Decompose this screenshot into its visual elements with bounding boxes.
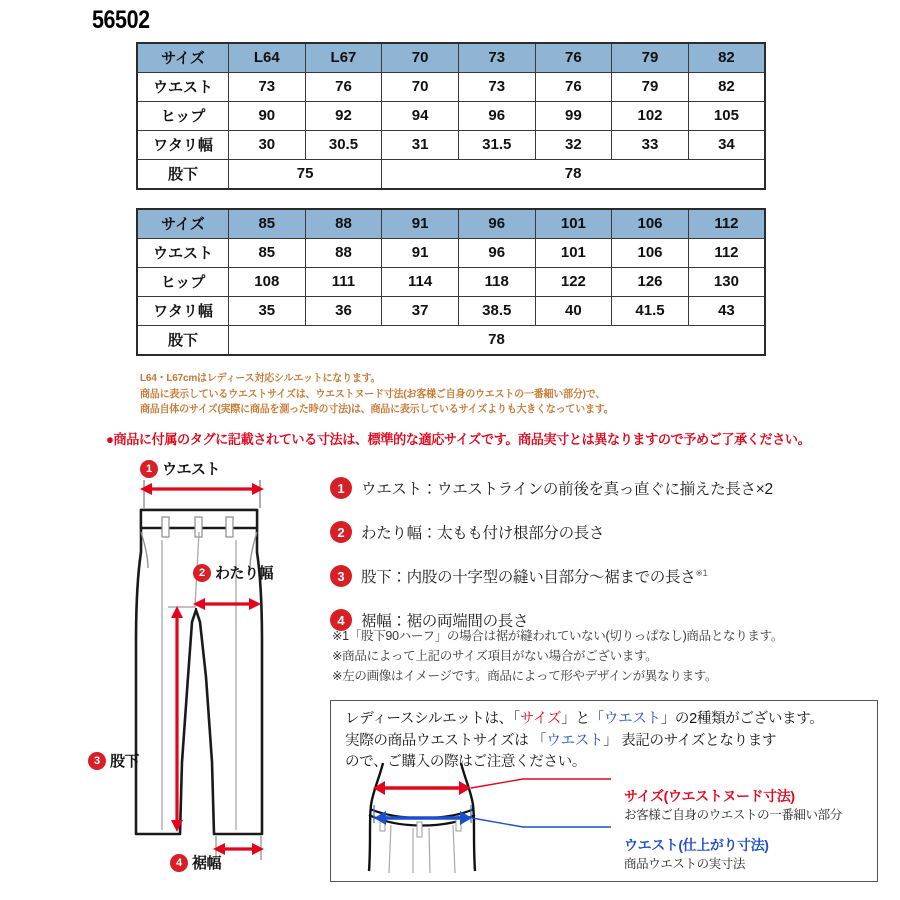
row-label: ウエスト bbox=[137, 239, 229, 268]
infobox-line-1 bbox=[345, 709, 824, 731]
header-cell-label: サイズ bbox=[137, 43, 229, 73]
table-cell: 96 bbox=[458, 102, 535, 131]
table-cell: 99 bbox=[535, 102, 612, 131]
table-cell: 112 bbox=[688, 239, 765, 268]
table-cell-merged: 78 bbox=[382, 160, 765, 190]
dim-label-hem bbox=[170, 852, 221, 873]
infobox-waist-keyword: ウエスト bbox=[603, 711, 661, 727]
table-cell: 73 bbox=[229, 73, 306, 102]
infobox-line-3: ので、ご購入の際はご注意ください。 bbox=[345, 754, 587, 770]
footnotes bbox=[332, 626, 783, 686]
legend-item bbox=[330, 514, 890, 550]
badge-3-icon: 3 bbox=[88, 752, 106, 770]
footnote-line: ※左の画像はイメージです。商品によって形やデザインが異なります。 bbox=[332, 669, 718, 683]
table-cell: 79 bbox=[612, 73, 689, 102]
infobox-text-part: レディースシルエットは、「 bbox=[345, 711, 520, 727]
table-cell: 73 bbox=[458, 73, 535, 102]
table-cell: 32 bbox=[535, 131, 612, 160]
header-cell: 76 bbox=[535, 43, 612, 73]
table-cell: 92 bbox=[305, 102, 382, 131]
footnote-line: ※1「股下90ハーフ」の場合は裾が縫われていない(切りっぱなし)商品となります。 bbox=[332, 629, 784, 643]
table-cell: 31 bbox=[382, 131, 459, 160]
table-cell: 38.5 bbox=[458, 297, 535, 326]
header-cell: L67 bbox=[305, 43, 382, 73]
badge-2-icon: 2 bbox=[330, 521, 352, 543]
table-row bbox=[137, 239, 765, 268]
badge-1-icon: 1 bbox=[140, 460, 158, 478]
table-cell: 70 bbox=[382, 73, 459, 102]
row-label: 股下 bbox=[137, 326, 229, 356]
ladies-silhouette-infobox bbox=[330, 700, 878, 882]
torso-diagram bbox=[343, 761, 613, 876]
infobox-text-part: 」の2種類がございます。 bbox=[660, 711, 824, 727]
dim-label-watari-text: わたり幅 bbox=[215, 565, 274, 582]
table-cell: 122 bbox=[535, 268, 612, 297]
header-cell: 96 bbox=[458, 209, 535, 239]
legend-text: 股下：内股の十字型の縫い目部分～裾までの長さ bbox=[361, 569, 696, 586]
legend-item bbox=[330, 470, 890, 506]
header-cell: 79 bbox=[612, 43, 689, 73]
table-cell: 91 bbox=[382, 239, 459, 268]
note-line: 商品自体のサイズ(実際に商品を測った時の寸法)は、商品に表示しているサイズよりも大きくなっています。 bbox=[140, 403, 614, 415]
infobox-size-keyword: サイズ bbox=[519, 711, 562, 727]
warning-text: ●商品に付属のタグに記載されている寸法は、標準的な適応サイズです。商品実寸とは異なりますので予めご了承ください。 bbox=[106, 432, 811, 447]
header-cell: 112 bbox=[688, 209, 765, 239]
badge-1-icon: 1 bbox=[330, 477, 352, 499]
legend-text: 裾幅：裾の両端間の長さ bbox=[361, 613, 529, 630]
table-header-row bbox=[137, 43, 765, 73]
infobox-text-part: 」 表記のサイズとなります bbox=[603, 732, 777, 749]
header-cell: 91 bbox=[382, 209, 459, 239]
torso-illustration bbox=[343, 761, 613, 876]
infobox-line-2 bbox=[345, 731, 824, 753]
table-cell: 31.5 bbox=[458, 131, 535, 160]
table-cell: 108 bbox=[229, 268, 306, 297]
table-cell: 118 bbox=[458, 268, 535, 297]
waist-measurement-label: ウエスト(仕上がり寸法) bbox=[624, 837, 769, 853]
dim-label-waist bbox=[140, 458, 220, 479]
table-cell: 43 bbox=[688, 297, 765, 326]
legend-sup: ※1 bbox=[695, 567, 708, 578]
dim-label-inseam bbox=[88, 750, 139, 771]
header-cell: 101 bbox=[535, 209, 612, 239]
infobox-text-part: 」と「 bbox=[561, 711, 604, 727]
note-line: L64・L67cmはレディース対応シルエットになります。 bbox=[140, 372, 381, 384]
row-label: ヒップ bbox=[137, 102, 229, 131]
legend-text: わたり幅：太もも付け根部分の長さ bbox=[361, 525, 605, 542]
table-cell: 76 bbox=[535, 73, 612, 102]
badge-4-icon: 4 bbox=[330, 609, 352, 631]
table-cell: 40 bbox=[535, 297, 612, 326]
table-cell: 37 bbox=[382, 297, 459, 326]
size-table-small bbox=[136, 42, 766, 190]
badge-3-icon: 3 bbox=[330, 565, 352, 587]
table-cell-merged: 78 bbox=[229, 326, 766, 356]
table-cell: 41.5 bbox=[612, 297, 689, 326]
table-cell: 30 bbox=[229, 131, 306, 160]
table-row bbox=[137, 131, 765, 160]
legend-item-text bbox=[361, 521, 604, 543]
badge-2-icon: 2 bbox=[193, 564, 211, 582]
table-row bbox=[137, 297, 765, 326]
header-cell: 88 bbox=[305, 209, 382, 239]
footnote-line: ※商品によって上記のサイズ項目がない場合がございます。 bbox=[332, 649, 658, 663]
table-row bbox=[137, 102, 765, 131]
page-title: 56502 bbox=[92, 6, 150, 34]
table-cell: 130 bbox=[688, 268, 765, 297]
dim-label-inseam-text: 股下 bbox=[110, 753, 140, 770]
table-row-inseam bbox=[137, 160, 765, 190]
header-cell: L64 bbox=[229, 43, 306, 73]
table-cell-merged: 75 bbox=[229, 160, 382, 190]
table-cell: 82 bbox=[688, 73, 765, 102]
row-label: ヒップ bbox=[137, 268, 229, 297]
table-cell: 105 bbox=[688, 102, 765, 131]
header-cell: 73 bbox=[458, 43, 535, 73]
table-header-row bbox=[137, 209, 765, 239]
header-cell-label: サイズ bbox=[137, 209, 229, 239]
table-cell: 94 bbox=[382, 102, 459, 131]
waist-measurement-sublabel: 商品ウエストの実寸法 bbox=[624, 857, 746, 871]
table-row-inseam bbox=[137, 326, 765, 356]
dim-label-hem-text: 裾幅 bbox=[192, 855, 222, 872]
table-cell: 33 bbox=[612, 131, 689, 160]
dim-label-watari bbox=[193, 562, 273, 583]
table-row bbox=[137, 268, 765, 297]
table-row bbox=[137, 73, 765, 102]
header-cell: 82 bbox=[688, 43, 765, 73]
legend-item-text bbox=[361, 565, 707, 587]
pants-diagram bbox=[93, 461, 330, 892]
table-cell: 76 bbox=[305, 73, 382, 102]
table-cell: 114 bbox=[382, 268, 459, 297]
table-cell: 88 bbox=[305, 239, 382, 268]
note-line: 商品に表示しているウエストサイズは、ウエストヌード寸法(お客様ご自身のウエストの一番細い部分)で、 bbox=[140, 387, 606, 400]
table-cell: 102 bbox=[612, 102, 689, 131]
pants-illustration bbox=[100, 462, 330, 892]
badge-4-icon: 4 bbox=[170, 854, 188, 872]
table-cell: 106 bbox=[612, 239, 689, 268]
size-measurement-label: サイズ(ウエストヌード寸法) bbox=[624, 788, 795, 804]
legend-text: ウエスト：ウエストラインの前後を真っ直ぐに揃えた長さ×2 bbox=[361, 481, 773, 498]
size-measurement-sublabel: お客様ご自身のウエストの一番細い部分 bbox=[624, 808, 842, 822]
dim-label-waist-text: ウエスト bbox=[162, 461, 221, 478]
table-cell: 85 bbox=[229, 239, 306, 268]
row-label: ワタリ幅 bbox=[137, 131, 229, 160]
row-label: ワタリ幅 bbox=[137, 297, 229, 326]
table-cell: 34 bbox=[688, 131, 765, 160]
table-cell: 126 bbox=[612, 268, 689, 297]
infobox-waist-keyword: ウエスト bbox=[546, 732, 604, 749]
table-cell: 96 bbox=[458, 239, 535, 268]
infobox-text-part: 実際の商品ウエストサイズは 「 bbox=[345, 732, 547, 749]
legend-item-text bbox=[361, 477, 773, 499]
table-cell: 30.5 bbox=[305, 131, 382, 160]
header-cell: 85 bbox=[229, 209, 306, 239]
table-cell: 36 bbox=[305, 297, 382, 326]
measurement-legend bbox=[330, 470, 890, 646]
table-cell: 101 bbox=[535, 239, 612, 268]
size-notes bbox=[140, 371, 614, 418]
table-cell: 35 bbox=[229, 297, 306, 326]
legend-item bbox=[330, 558, 890, 594]
row-label: ウエスト bbox=[137, 73, 229, 102]
row-label: 股下 bbox=[137, 160, 229, 190]
header-cell: 106 bbox=[612, 209, 689, 239]
table-cell: 90 bbox=[229, 102, 306, 131]
size-table-large bbox=[136, 208, 766, 356]
header-cell: 70 bbox=[382, 43, 459, 73]
table-cell: 111 bbox=[305, 268, 382, 297]
